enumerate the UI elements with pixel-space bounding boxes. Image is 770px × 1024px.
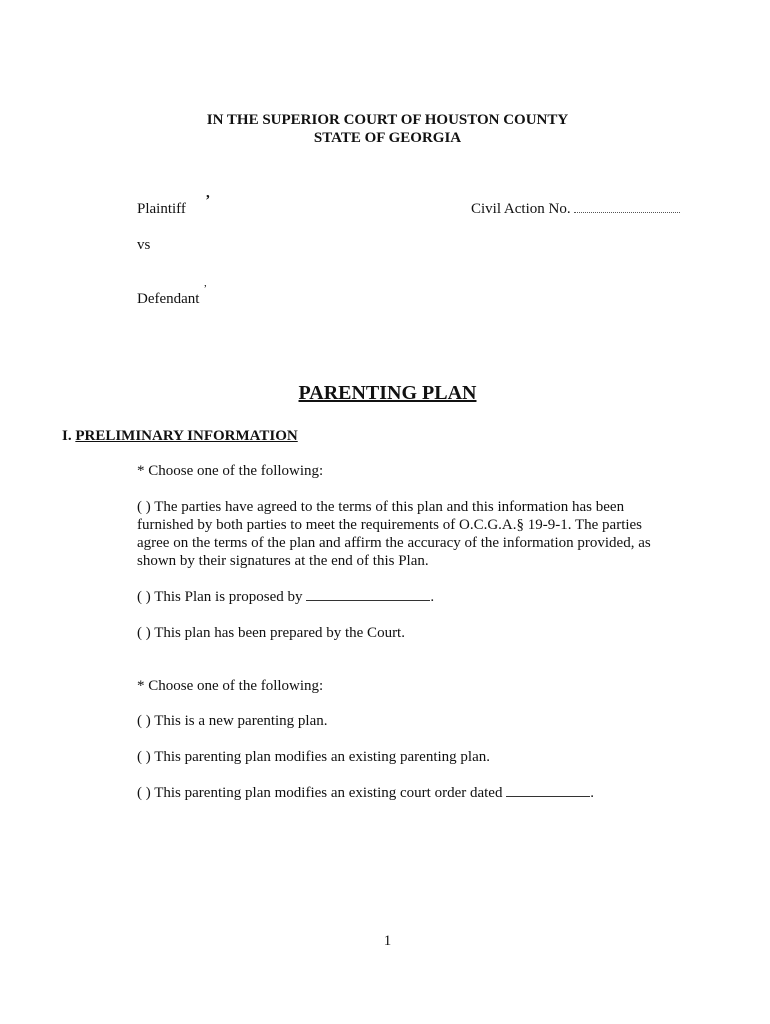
section-number: I. bbox=[62, 428, 72, 444]
state-heading: STATE OF GEORGIA bbox=[313, 130, 462, 146]
option-new-plan[interactable]: ( ) This is a new parenting plan. bbox=[137, 713, 328, 729]
proposed-by-blank[interactable] bbox=[306, 588, 430, 601]
option-court[interactable]: ( ) This plan has been prepared by the Court. bbox=[137, 625, 405, 641]
period: . bbox=[430, 589, 435, 605]
civil-action-field bbox=[471, 200, 680, 218]
document-title: PARENTING PLAN bbox=[298, 382, 477, 404]
option-modifies-order-label: ( ) This parenting plan modifies an existing court order dated bbox=[137, 785, 503, 801]
page-number: 1 bbox=[383, 933, 392, 949]
option-agreed[interactable]: ( ) The parties have agreed to the terms of this plan and this information has been furnished by both parties to meet the requirements of O.C.G.A.§ 19-9-1. The parties agree on the terms of the plan and affirm the accuracy of the information provided, as shown by their signatures at the end of this Plan. bbox=[137, 499, 651, 569]
plaintiff-label: Plaintiff bbox=[137, 201, 186, 217]
option-proposed-label: ( ) This Plan is proposed by bbox=[137, 589, 303, 605]
section-heading bbox=[62, 427, 298, 445]
civil-action-number-blank[interactable] bbox=[574, 200, 680, 213]
option-modifies-plan[interactable]: ( ) This parenting plan modifies an existing parenting plan. bbox=[137, 749, 490, 765]
section-title: PRELIMINARY INFORMATION bbox=[75, 428, 298, 444]
option-modifies-order[interactable] bbox=[137, 784, 594, 802]
plaintiff-comma: , bbox=[206, 185, 210, 201]
civil-action-label: Civil Action No. bbox=[471, 201, 571, 217]
order-date-blank[interactable] bbox=[506, 784, 590, 797]
defendant-comma: , bbox=[204, 277, 207, 289]
period: . bbox=[590, 785, 594, 801]
vs-label: vs bbox=[137, 237, 151, 253]
choose-instruction-2: * Choose one of the following: bbox=[137, 678, 324, 694]
choose-instruction-1: * Choose one of the following: bbox=[137, 463, 324, 479]
option-proposed[interactable] bbox=[137, 588, 434, 606]
defendant-label: Defendant bbox=[137, 291, 200, 307]
court-heading: IN THE SUPERIOR COURT OF HOUSTON COUNTY bbox=[206, 112, 569, 128]
